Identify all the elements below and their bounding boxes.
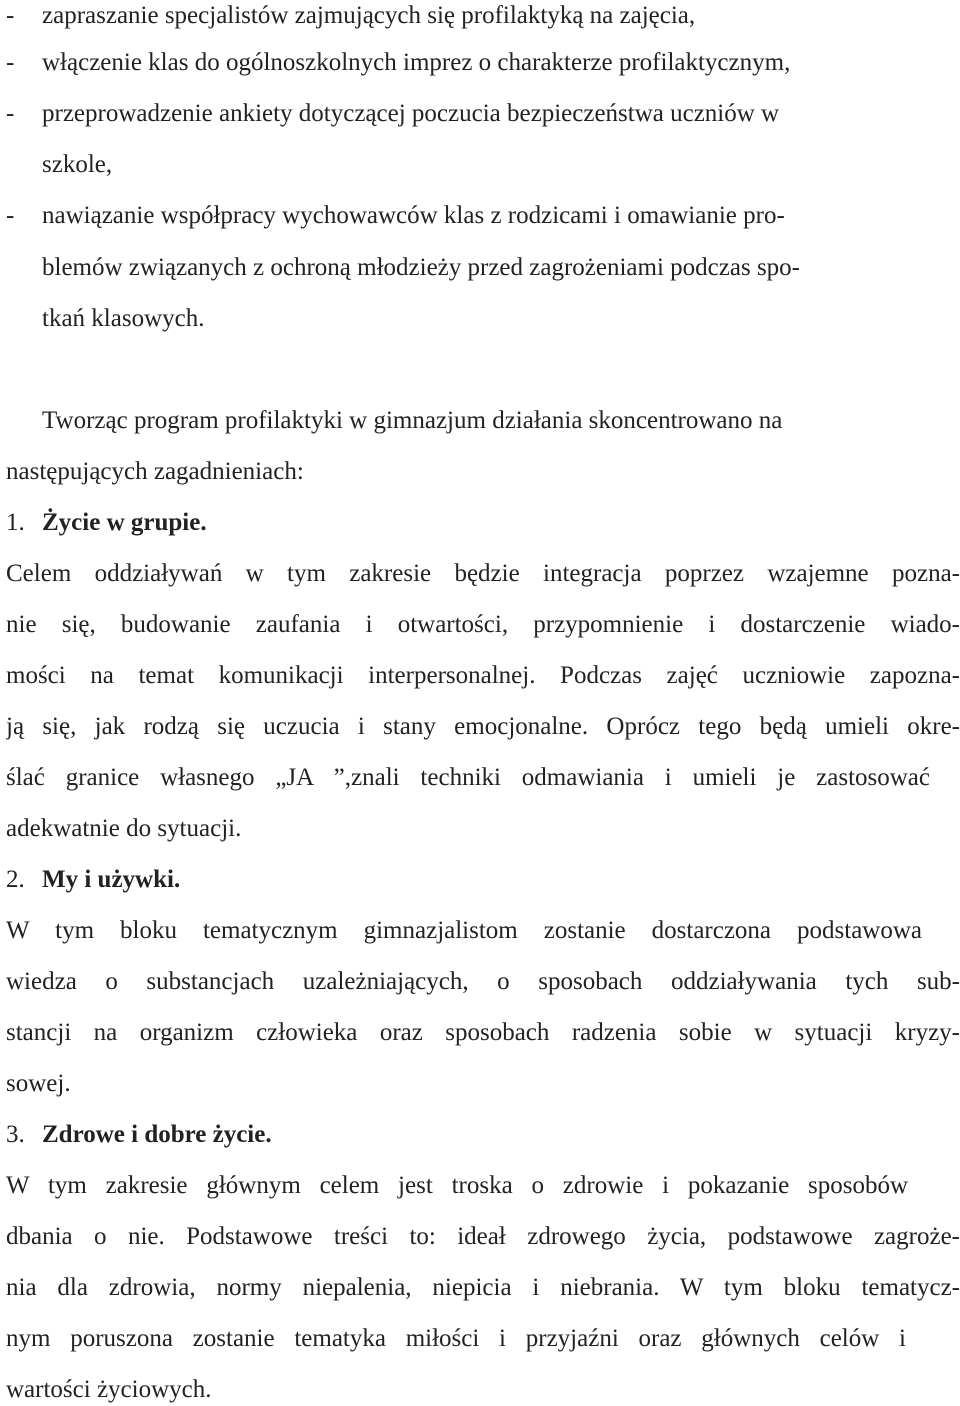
paragraph-line: stancji na organizm człowieka oraz sposobach radzenia sobie w sytuacji kryzy-: [6, 1019, 960, 1046]
list-item-text: nawiązanie współpracy wychowawców klas z rodzicami i omawianie pro-: [42, 202, 785, 229]
bullet-dash: -: [6, 202, 15, 229]
paragraph-line: sowej.: [6, 1070, 71, 1097]
intro-line: następujących zagadnieniach:: [6, 458, 304, 485]
section-number: 3.: [6, 1121, 25, 1148]
paragraph-line: adekwatnie do sytuacji.: [6, 815, 242, 842]
section-title: My i używki.: [42, 866, 181, 893]
paragraph-line: W tym zakresie głównym celem jest troska o zdrowie i pokazanie sposobów: [6, 1172, 908, 1199]
list-item-text: tkań klasowych.: [42, 305, 205, 332]
section-number: 2.: [6, 866, 25, 893]
section-title: Życie w grupie.: [42, 509, 207, 536]
paragraph-line: nie się, budowanie zaufania i otwartości, przypomnienie i dostarczenie wiado-: [6, 611, 960, 638]
list-item-text: przeprowadzenie ankiety dotyczącej poczucia bezpieczeństwa uczniów w: [42, 100, 780, 127]
paragraph-line: mości na temat komunikacji interpersonalnej. Podczas zajęć uczniowie zapozna-: [6, 662, 960, 689]
section-title: Zdrowe i dobre życie.: [42, 1121, 272, 1148]
section-number: 1.: [6, 509, 25, 536]
list-item-text: blemów związanych z ochroną młodzieży przed zagrożeniami podczas spo-: [42, 254, 800, 281]
bullet-dash: -: [6, 100, 15, 127]
paragraph-line: ślać granice własnego „JA ”,znali techniki odmawiania i umieli je zastosować: [6, 764, 930, 791]
paragraph-line: wiedza o substancjach uzależniających, o sposobach oddziaływania tych sub-: [6, 968, 960, 995]
paragraph-line: ją się, jak rodzą się uczucia i stany emocjonalne. Oprócz tego będą umieli okre-: [6, 713, 960, 740]
list-item-text: zapraszanie specjalistów zajmujących się profilaktyką na zajęcia,: [42, 2, 696, 29]
paragraph-line: W tym bloku tematycznym gimnazjalistom zostanie dostarczona podstawowa: [6, 917, 922, 944]
bullet-dash: -: [6, 2, 15, 29]
paragraph-line: wartości życiowych.: [6, 1376, 212, 1403]
paragraph-line: nym poruszona zostanie tematyka miłości i przyjaźni oraz głównych celów i: [6, 1325, 906, 1352]
paragraph-line: nia dla zdrowia, normy niepalenia, niepicia i niebrania. W tym bloku tematycz-: [6, 1274, 960, 1301]
intro-line: Tworząc program profilaktyki w gimnazjum działania skoncentrowano na: [42, 407, 783, 434]
paragraph-line: dbania o nie. Podstawowe treści to: ideał zdrowego życia, podstawowe zagroże-: [6, 1223, 960, 1250]
list-item-text: szkole,: [42, 151, 113, 178]
bullet-dash: -: [6, 49, 15, 76]
paragraph-line: Celem oddziaływań w tym zakresie będzie integracja poprzez wzajemne pozna-: [6, 560, 960, 587]
list-item-text: włączenie klas do ogólnoszkolnych imprez o charakterze profilaktycznym,: [42, 49, 791, 76]
